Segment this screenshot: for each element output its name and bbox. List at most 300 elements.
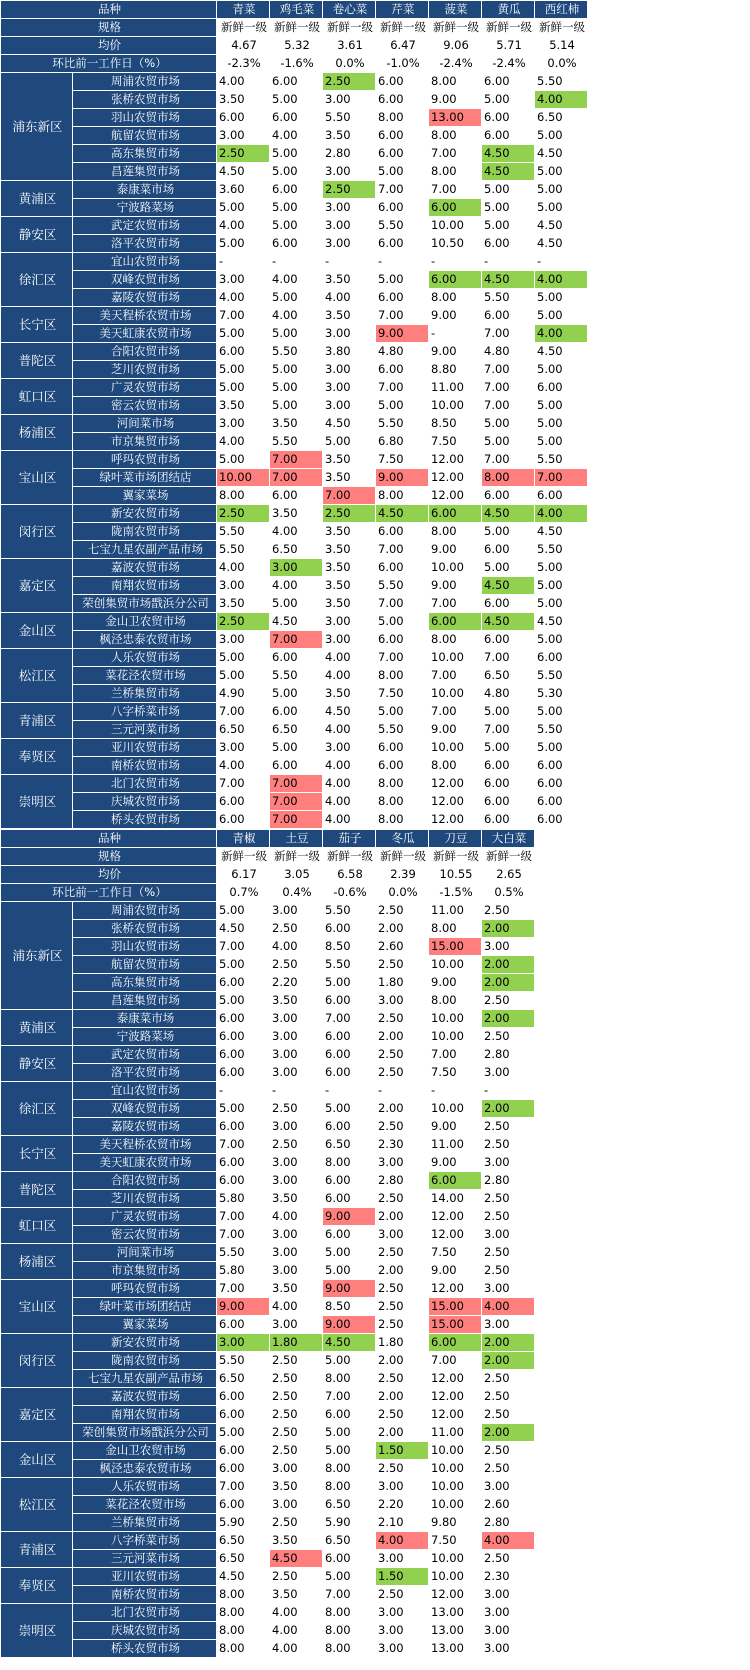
market-name: 市京集贸市场 [73, 433, 217, 451]
price-cell: 5.00 [376, 703, 429, 721]
table-row [1, 487, 588, 505]
price-cell: 1.80 [376, 974, 429, 992]
price-cell: 4.50 [535, 343, 588, 361]
price-cell: 7.00 [429, 1046, 482, 1064]
district-cell: 徐汇区 [1, 1082, 73, 1136]
price-cell: 3.00 [323, 235, 376, 253]
price-cell: 2.00 [376, 1262, 429, 1280]
price-cell: 4.00 [323, 811, 376, 829]
variety-header [1, 830, 535, 848]
price-cell: 3.00 [270, 1028, 323, 1046]
price-cell: 5.50 [376, 721, 429, 739]
price-cell: 7.00 [270, 631, 323, 649]
price-cell: 5.80 [217, 1190, 270, 1208]
price-cell: 8.00 [217, 1622, 270, 1640]
price-cell: 7.00 [270, 469, 323, 487]
price-cell: 5.00 [482, 181, 535, 199]
price-cell: 6.00 [270, 73, 323, 91]
price-cell: 7.00 [376, 649, 429, 667]
price-cell: 8.00 [376, 793, 429, 811]
price-cell: 9.00 [429, 1154, 482, 1172]
price-cell: 12.00 [429, 1586, 482, 1604]
price-cell: 4.90 [217, 685, 270, 703]
price-cell: 3.00 [323, 91, 376, 109]
price-cell: 10.00 [429, 1550, 482, 1568]
table-row [1, 127, 588, 145]
table-row [1, 361, 588, 379]
price-cell: 6.00 [535, 757, 588, 775]
price-cell: 8.00 [376, 667, 429, 685]
table-row [1, 1064, 535, 1082]
price-cell: 9.00 [376, 325, 429, 343]
price-cell: 15.00 [429, 1298, 482, 1316]
market-name: 陇南农贸市场 [73, 1352, 217, 1370]
market-name: 合阳农贸市场 [73, 1172, 217, 1190]
price-cell: 5.00 [535, 361, 588, 379]
market-name: 美天程桥农贸市场 [73, 1136, 217, 1154]
price-cell: 3.50 [323, 271, 376, 289]
price-cell: 2.50 [323, 73, 376, 91]
price-cell: 3.00 [270, 1262, 323, 1280]
market-name: 三元河菜市场 [73, 1550, 217, 1568]
table-row [1, 523, 588, 541]
change-row-cell: -2.4% [429, 55, 482, 73]
price-cell: 5.00 [270, 145, 323, 163]
market-name: 张桥农贸市场 [73, 920, 217, 938]
price-cell: 3.50 [270, 505, 323, 523]
price-cell: 6.50 [217, 1532, 270, 1550]
market-name: 南翔农贸市场 [73, 577, 217, 595]
price-cell: 7.50 [429, 1532, 482, 1550]
price-cell: 5.00 [270, 361, 323, 379]
price-cell: 4.00 [323, 289, 376, 307]
price-cell: 2.50 [217, 613, 270, 631]
price-cell: 3.00 [217, 631, 270, 649]
variety-header-cell: 菠菜 [429, 1, 482, 19]
price-cell: 6.00 [376, 739, 429, 757]
price-cell: - [429, 325, 482, 343]
price-cell: 3.00 [376, 992, 429, 1010]
price-table-2 [0, 829, 535, 1658]
variety-header-cell: 卷心菜 [323, 1, 376, 19]
change-row-label: 环比前一工作日（%） [1, 884, 217, 902]
price-cell: 9.00 [429, 541, 482, 559]
price-cell: 6.00 [270, 487, 323, 505]
price-table-1 [0, 0, 588, 829]
price-cell: 5.00 [323, 1424, 376, 1442]
price-cell: 4.00 [270, 938, 323, 956]
price-cell: 8.00 [376, 487, 429, 505]
price-cell: 7.00 [270, 793, 323, 811]
price-cell: 4.00 [270, 577, 323, 595]
market-name: 武定农贸市场 [73, 1046, 217, 1064]
price-cell: 6.00 [217, 811, 270, 829]
price-cell: 5.00 [482, 91, 535, 109]
price-cell: 10.00 [217, 469, 270, 487]
price-cell: 5.50 [217, 1244, 270, 1262]
price-cell: 2.20 [270, 974, 323, 992]
market-name: 武定农贸市场 [73, 217, 217, 235]
price-cell: 5.50 [323, 109, 376, 127]
price-cell: 2.50 [482, 1208, 535, 1226]
price-cell: 10.50 [429, 235, 482, 253]
price-cell: 5.50 [217, 523, 270, 541]
district-cell: 虹口区 [1, 379, 73, 415]
price-cell: 8.00 [217, 1586, 270, 1604]
district-cell: 黄浦区 [1, 1010, 73, 1046]
market-name: 人乐农贸市场 [73, 1478, 217, 1496]
price-cell: 6.00 [323, 1064, 376, 1082]
price-cell: 8.00 [323, 1478, 376, 1496]
district-cell: 静安区 [1, 1046, 73, 1082]
price-cell: 2.50 [482, 1136, 535, 1154]
price-cell: 5.50 [376, 415, 429, 433]
price-cell: 2.00 [482, 956, 535, 974]
price-cell: 3.00 [482, 1586, 535, 1604]
market-name: 翼家菜场 [73, 1316, 217, 1334]
table-row [1, 1442, 535, 1460]
price-cell: 6.00 [482, 631, 535, 649]
market-name: 绿叶菜市场团结店 [73, 469, 217, 487]
price-cell: 1.50 [376, 1442, 429, 1460]
price-cell: 2.50 [376, 1298, 429, 1316]
price-cell: 7.00 [323, 1388, 376, 1406]
spec-row [1, 19, 588, 37]
price-cell: 5.00 [217, 379, 270, 397]
variety-header-label: 品种 [1, 1, 217, 19]
table-row [1, 1244, 535, 1262]
district-cell: 长宁区 [1, 307, 73, 343]
price-cell: 6.00 [323, 1046, 376, 1064]
district-cell: 闵行区 [1, 505, 73, 559]
price-cell: 6.00 [217, 1406, 270, 1424]
price-cell: 2.00 [376, 1388, 429, 1406]
price-cell: 3.00 [376, 1154, 429, 1172]
variety-header-cell: 茄子 [323, 830, 376, 848]
table-row [1, 703, 588, 721]
price-cell: 8.00 [429, 992, 482, 1010]
price-cell: 6.50 [482, 667, 535, 685]
variety-header-cell: 青椒 [217, 830, 270, 848]
change-row-cell: -1.6% [270, 55, 323, 73]
variety-header [1, 1, 588, 19]
market-name: 枫泾忠泰农贸市场 [73, 631, 217, 649]
price-cell: 3.00 [323, 199, 376, 217]
price-cell: 3.50 [270, 1280, 323, 1298]
price-cell: 6.00 [376, 289, 429, 307]
price-cell: 2.00 [482, 920, 535, 938]
price-cell: 7.00 [482, 451, 535, 469]
table-row [1, 775, 588, 793]
price-cell: 6.00 [482, 127, 535, 145]
price-cell: 6.00 [217, 1460, 270, 1478]
price-cell: 15.00 [429, 938, 482, 956]
table-row [1, 667, 588, 685]
market-name: 洛平农贸市场 [73, 235, 217, 253]
price-cell: - [429, 1082, 482, 1100]
spec-row-cell: 新鲜一级 [270, 848, 323, 866]
price-cell: 5.00 [376, 271, 429, 289]
price-cell: 6.00 [323, 1118, 376, 1136]
market-name: 庆城农贸市场 [73, 1622, 217, 1640]
price-cell: 8.00 [323, 1622, 376, 1640]
price-cell: 5.00 [535, 433, 588, 451]
price-cell: - [482, 253, 535, 271]
price-cell: 5.00 [270, 289, 323, 307]
price-cell: 5.00 [535, 415, 588, 433]
price-cell: 7.00 [482, 325, 535, 343]
price-cell: 6.00 [323, 1028, 376, 1046]
price-cell: 7.00 [535, 469, 588, 487]
change-row-label: 环比前一工作日（%） [1, 55, 217, 73]
price-cell: 3.50 [270, 415, 323, 433]
price-cell: 5.00 [323, 1244, 376, 1262]
price-cell: 12.00 [429, 811, 482, 829]
price-cell: 5.50 [376, 217, 429, 235]
price-cell: 7.00 [217, 1478, 270, 1496]
price-cell: 6.00 [217, 343, 270, 361]
price-cell: 8.00 [217, 487, 270, 505]
price-cell: 4.50 [482, 613, 535, 631]
price-cell: 5.00 [270, 379, 323, 397]
price-cell: 3.00 [482, 1316, 535, 1334]
price-cell: 3.50 [217, 91, 270, 109]
market-name: 航留农贸市场 [73, 956, 217, 974]
market-name: 周浦农贸市场 [73, 902, 217, 920]
price-cell: 2.50 [270, 1388, 323, 1406]
price-cell: 6.00 [323, 1226, 376, 1244]
price-cell: 5.00 [323, 1568, 376, 1586]
price-cell: 5.90 [217, 1514, 270, 1532]
price-cell: 2.50 [482, 992, 535, 1010]
district-cell: 崇明区 [1, 1604, 73, 1658]
district-cell: 杨浦区 [1, 415, 73, 451]
table-row [1, 1028, 535, 1046]
district-cell: 浦东新区 [1, 73, 73, 181]
price-cell: 6.00 [535, 649, 588, 667]
price-cell: 2.50 [217, 505, 270, 523]
price-cell: 7.50 [429, 1244, 482, 1262]
price-cell: 7.00 [217, 1208, 270, 1226]
price-cell: 7.00 [482, 649, 535, 667]
price-cell: 7.00 [429, 703, 482, 721]
district-cell: 宝山区 [1, 1280, 73, 1334]
price-cell: 3.50 [323, 307, 376, 325]
table-row [1, 1460, 535, 1478]
district-cell: 嘉定区 [1, 1388, 73, 1442]
variety-header-label: 品种 [1, 830, 217, 848]
price-cell: 6.50 [323, 1496, 376, 1514]
price-cell: 5.50 [535, 541, 588, 559]
price-cell: 2.80 [376, 1172, 429, 1190]
table-row [1, 1298, 535, 1316]
price-cell: 7.00 [429, 145, 482, 163]
table-row [1, 685, 588, 703]
price-cell: 6.50 [270, 541, 323, 559]
price-cell: 5.50 [217, 541, 270, 559]
district-cell: 崇明区 [1, 775, 73, 829]
price-cell: 4.00 [217, 73, 270, 91]
district-cell: 黄浦区 [1, 181, 73, 217]
price-cell: 5.00 [482, 199, 535, 217]
table-row [1, 1046, 535, 1064]
price-cell: 6.00 [217, 1118, 270, 1136]
district-cell: 青浦区 [1, 1532, 73, 1568]
table-row [1, 757, 588, 775]
avg-price-row-cell: 2.39 [376, 866, 429, 884]
district-cell: 奉贤区 [1, 1568, 73, 1604]
price-cell: 12.00 [429, 469, 482, 487]
price-cell: 5.00 [217, 992, 270, 1010]
price-cell: 7.00 [376, 595, 429, 613]
price-cell: 5.30 [535, 685, 588, 703]
district-cell: 普陀区 [1, 343, 73, 379]
price-cell: 2.50 [376, 1280, 429, 1298]
price-cell: 5.00 [535, 703, 588, 721]
price-cell: 6.00 [217, 1442, 270, 1460]
table-row [1, 1640, 535, 1658]
price-cell: 6.80 [376, 433, 429, 451]
price-cell: 2.00 [482, 974, 535, 992]
price-cell: 3.00 [270, 1316, 323, 1334]
market-name: 桥头农贸市场 [73, 1640, 217, 1658]
price-cell: 2.00 [482, 1010, 535, 1028]
price-cell: 12.00 [429, 793, 482, 811]
price-cell: 5.00 [482, 559, 535, 577]
market-name: 宁波路菜场 [73, 199, 217, 217]
price-cell: 5.00 [323, 1442, 376, 1460]
price-cell: 4.00 [270, 1604, 323, 1622]
table-row [1, 739, 588, 757]
market-name: 美天程桥农贸市场 [73, 307, 217, 325]
market-name: 亚川农贸市场 [73, 739, 217, 757]
change-row-cell: 0.7% [217, 884, 270, 902]
price-cell: 3.00 [217, 1334, 270, 1352]
price-cell: 5.00 [535, 163, 588, 181]
price-cell: 5.00 [217, 235, 270, 253]
price-cell: 2.50 [376, 1244, 429, 1262]
table-row [1, 325, 588, 343]
price-cell: 3.50 [323, 595, 376, 613]
price-cell: 5.00 [482, 415, 535, 433]
market-name: 呼玛农贸市场 [73, 1280, 217, 1298]
table-row [1, 1010, 535, 1028]
change-row-cell: -2.4% [482, 55, 535, 73]
market-name: 美天虹康农贸市场 [73, 1154, 217, 1172]
change-row-cell: -0.6% [323, 884, 376, 902]
price-cell: 3.00 [376, 1550, 429, 1568]
table-row [1, 199, 588, 217]
price-cell: 5.00 [535, 181, 588, 199]
market-name: 新安农贸市场 [73, 1334, 217, 1352]
price-cell: 4.00 [217, 559, 270, 577]
price-cell: 6.00 [270, 703, 323, 721]
avg-price-row-cell: 6.17 [217, 866, 270, 884]
price-cell: 5.00 [482, 739, 535, 757]
district-cell: 金山区 [1, 1442, 73, 1478]
avg-price-row-cell: 3.61 [323, 37, 376, 55]
spec-row-cell: 新鲜一级 [482, 19, 535, 37]
price-cell: 4.00 [323, 721, 376, 739]
price-cell: 2.00 [376, 1352, 429, 1370]
district-cell: 浦东新区 [1, 902, 73, 1010]
avg-price-row [1, 866, 535, 884]
price-cell: 6.00 [323, 1190, 376, 1208]
table-row [1, 974, 535, 992]
market-name: 密云农贸市场 [73, 397, 217, 415]
price-cell: 6.00 [482, 307, 535, 325]
price-cell: 4.50 [535, 145, 588, 163]
price-cell: 10.00 [429, 1028, 482, 1046]
price-cell: 3.50 [270, 1586, 323, 1604]
price-cell: 7.00 [482, 397, 535, 415]
price-cell: 5.00 [270, 685, 323, 703]
variety-header-cell: 青菜 [217, 1, 270, 19]
price-cell: 7.00 [270, 811, 323, 829]
price-cell: 7.00 [482, 361, 535, 379]
table-row [1, 235, 588, 253]
table-row [1, 1082, 535, 1100]
price-cell: 6.00 [217, 1010, 270, 1028]
price-cell: 6.00 [217, 974, 270, 992]
change-row-cell: 0.0% [535, 55, 588, 73]
price-cell: 5.50 [323, 902, 376, 920]
price-cell: 3.00 [217, 577, 270, 595]
price-cell: 7.00 [217, 775, 270, 793]
price-cell: 3.50 [323, 541, 376, 559]
avg-price-row-cell: 3.05 [270, 866, 323, 884]
table-row [1, 1118, 535, 1136]
table-row [1, 1100, 535, 1118]
avg-price-row-label: 均价 [1, 37, 217, 55]
price-cell: 4.00 [217, 757, 270, 775]
price-cell: 13.00 [429, 1622, 482, 1640]
price-cell: 2.50 [270, 1424, 323, 1442]
price-cell: 3.00 [482, 1064, 535, 1082]
price-cell: 4.80 [482, 343, 535, 361]
price-cell: 12.00 [429, 451, 482, 469]
price-cell: 2.50 [482, 1028, 535, 1046]
price-cell: 6.00 [482, 487, 535, 505]
price-cell: 10.00 [429, 1460, 482, 1478]
price-cell: 5.00 [217, 956, 270, 974]
price-cell: 9.00 [429, 721, 482, 739]
price-cell: 5.00 [376, 397, 429, 415]
price-cell: 4.00 [217, 217, 270, 235]
table-row [1, 902, 535, 920]
price-cell: 3.00 [270, 1154, 323, 1172]
price-cell: 2.50 [482, 902, 535, 920]
price-cell: 7.00 [323, 1586, 376, 1604]
price-cell: 2.50 [376, 1586, 429, 1604]
district-cell: 金山区 [1, 613, 73, 649]
price-cell: 8.00 [429, 523, 482, 541]
price-cell: 2.50 [376, 1460, 429, 1478]
variety-header-cell: 土豆 [270, 830, 323, 848]
price-cell: 4.00 [535, 91, 588, 109]
avg-price-row-label: 均价 [1, 866, 217, 884]
price-cell: 8.00 [323, 1460, 376, 1478]
spec-row-cell: 新鲜一级 [376, 19, 429, 37]
price-cell: - [270, 253, 323, 271]
price-cell: 5.00 [376, 613, 429, 631]
price-cell: 6.00 [217, 1046, 270, 1064]
price-cell: 6.00 [376, 127, 429, 145]
price-cell: 7.00 [217, 1136, 270, 1154]
price-cell: - [376, 253, 429, 271]
market-name: 嘉波农贸市场 [73, 559, 217, 577]
price-cell: 8.00 [429, 289, 482, 307]
